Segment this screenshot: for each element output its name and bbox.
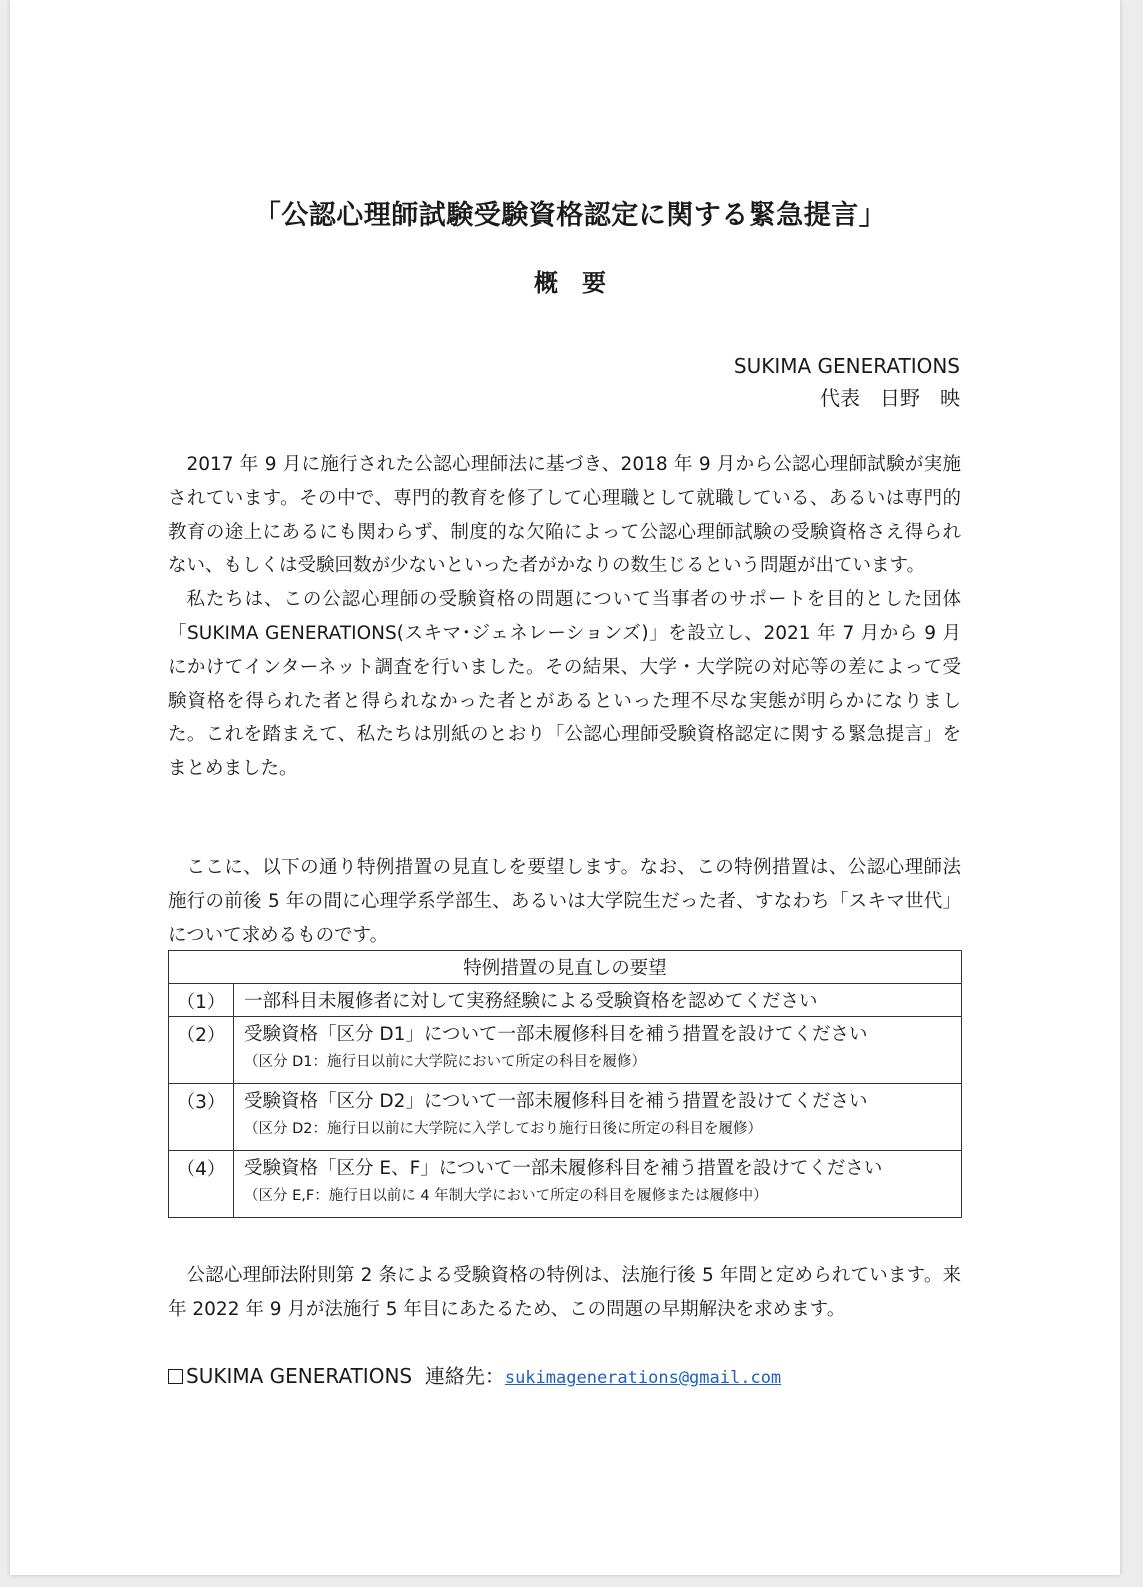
author-block <box>734 350 960 414</box>
table-row <box>169 1151 962 1218</box>
table-row <box>169 1017 962 1084</box>
paragraph-3: ここに、以下の通り特例措置の見直しを要望します。なお、この特例措置は、公認心理師法施行の前後 5 年の間に心理学系学部生、あるいは大学院生だった者、すなわち「スキマ世代」について求めるものです。 <box>168 857 961 946</box>
org-name: SUKIMA GENERATIONS <box>733 354 960 378</box>
row-note: （区分 E,F：施行日以前に 4 年制大学において所定の科目を履修または履修中） <box>244 1188 768 1204</box>
row-main-text: 受験資格「区分 D1」について一部未履修科目を補う措置を設けてください <box>244 1024 868 1045</box>
row-main-text: 一部科目未履修者に対して実務経験による受験資格を認めてください <box>244 991 818 1012</box>
row-text <box>234 1084 962 1151</box>
contact-label: SUKIMA GENERATIONS 連絡先： <box>186 1364 505 1388</box>
paragraph-1: 2017 年 9 月に施行された公認心理師法に基づき、2018 年 9 月から公認心理師試験が実施されています。その中で、専門的教育を修了して心理職として就職している、あるいは専門的教育の途上にあるにも関わらず、制度的な欠陥によって公認心理師試験の受験資格さえ得られない、もしくは受験回数が少ないといった者がかなりの数生じるという問題が出ています。 <box>168 454 961 577</box>
paragraph-4: 公認心理師法附則第 2 条による受験資格の特例は、法施行後 5 年間と定められています。来年 2022 年 9 月が法施行 5 年目にあたるため、この問題の早期解決を求めます。 <box>168 1265 961 1320</box>
row-number: （2） <box>169 1017 234 1084</box>
table-row <box>169 1084 962 1151</box>
paragraph-2: 私たちは、この公認心理師の受験資格の問題について当事者のサポートを目的とした団体「SUKIMA GENERATIONS(スキマ･ジェネレーションズ)」を設立し、2021 年 7 月から 9 月にかけてインターネット調査を行いました。その結果、大学・大学院の対応等の差によって受験資格を得られた者と得られなかった者とがあるといった理不尽な実態が明らかになりました。これを踏まえて、私たちは別紙のとおり「公認心理師受験資格認定に関する緊急提言」をまとめました。 <box>168 589 961 780</box>
row-number: （4） <box>169 1151 234 1218</box>
document-page <box>10 0 1120 1575</box>
request-table-header: 特例措置の見直しの要望 <box>169 951 962 984</box>
row-note: （区分 D2：施行日以前に大学院に入学しており施行日後に所定の科目を履修） <box>244 1121 762 1137</box>
row-number: （1） <box>169 984 234 1017</box>
row-main-text: 受験資格「区分 D2」について一部未履修科目を補う措置を設けてください <box>244 1091 868 1112</box>
table-row <box>169 984 962 1017</box>
request-intro-section <box>168 851 961 952</box>
row-text <box>234 1017 962 1084</box>
row-note: （区分 D1：施行日以前に大学院において所定の科目を履修） <box>244 1054 646 1070</box>
email-link[interactable]: sukimagenerations@gmail.com <box>504 1368 782 1388</box>
contact-line <box>168 1360 781 1389</box>
row-text <box>234 1151 962 1218</box>
row-main-text: 受験資格「区分 E、F」について一部未履修科目を補う措置を設けてください <box>244 1158 883 1179</box>
checkbox-icon <box>168 1369 183 1384</box>
document-title: 「公認心理師試験受験資格認定に関する緊急提言」 <box>253 200 887 231</box>
closing-section <box>168 1259 961 1327</box>
row-text <box>234 984 962 1017</box>
intro-section <box>168 448 961 786</box>
row-number: （3） <box>169 1084 234 1151</box>
request-table <box>168 950 962 1218</box>
representative-name: 代表 日野 映 <box>820 386 960 410</box>
document-subtitle: 概 要 <box>534 269 606 297</box>
